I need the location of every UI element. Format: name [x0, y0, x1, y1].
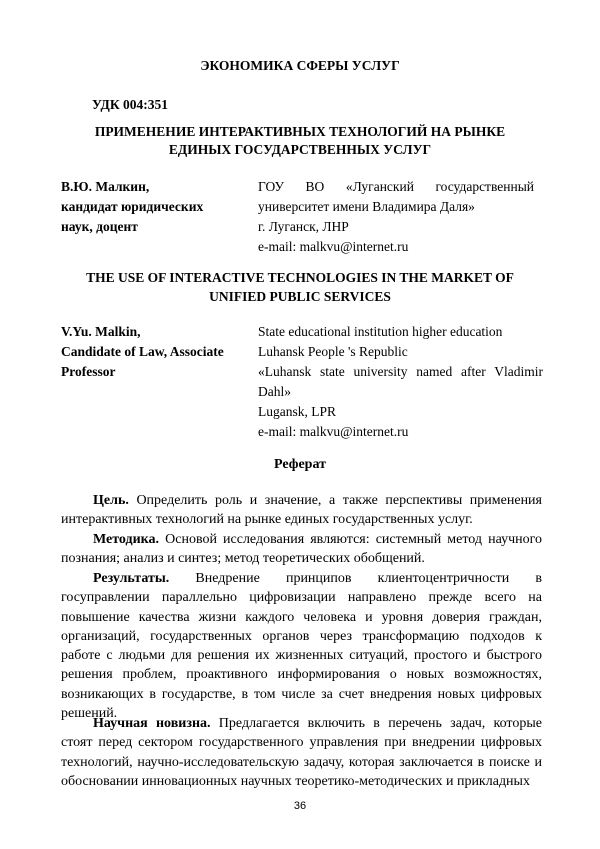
author-en-name: V.Yu. Malkin, [61, 324, 141, 339]
abstract-heading: Реферат [274, 457, 326, 472]
author-en [61, 322, 251, 382]
affiliation-ru [258, 177, 534, 257]
affiliation-ru-line-1: ГОУ ВО «Луганский государственный [258, 179, 534, 194]
abstract-results [61, 569, 542, 723]
results-text: Внедрение принципов клиентоцентричности в госуправлении параллельно цифровизации направлено прежде всего на повышение качества жизни каждого человека и уровня доверия граждан, организаций, государственных органов через трансформацию подходов к работе с людьми для решения их жизненных ситуаций, простого и быстрого решения проблем, проактивного информирования о новых возможностях, возникающих в государстве, в том числе за счет внедрения новых цифровых решений. [61, 571, 542, 722]
title-ru [0, 123, 600, 159]
author-ru [61, 177, 236, 237]
title-en-line-2: UNIFIED PUBLIC SERVICES [209, 289, 391, 304]
affiliation-en-line-2: Luhansk People 's Republic [258, 344, 408, 359]
affiliation-ru-line-3: г. Луганск, ЛНР [258, 219, 349, 234]
affiliation-en-line-3: «Luhansk state university named after Vladimir [258, 364, 543, 379]
title-ru-line-2: ЕДИНЫХ ГОСУДАРСТВЕННЫХ УСЛУГ [168, 142, 432, 157]
author-ru-name: В.Ю. Малкин, [61, 179, 150, 194]
affiliation-en-line-1: State educational institution higher education [258, 324, 503, 339]
method-text: Основой исследования являются: системный метод научного познания; анализ и синтез; метод теоретических обобщений. [61, 532, 542, 567]
affiliation-en-email: e-mail: malkvu@internet.ru [258, 424, 409, 439]
novelty-text: Предлагается включить в перечень задач, которые стоят перед сектором государственного управления при внедрении цифровых технологий, научно-исследовательскую задачу, которая заключается в поиске и обосновании инновационных научных теоретико-методических и прикладных [61, 716, 542, 789]
author-en-degree-1: Candidate of Law, Associate [61, 344, 224, 359]
affiliation-en-line-5: Lugansk, LPR [258, 404, 337, 419]
results-label: Результаты. [93, 571, 170, 586]
title-en [0, 268, 600, 306]
affiliation-ru-email: e-mail: malkvu@internet.ru [258, 239, 409, 254]
goal-text: Определить роль и значение, а также перспективы применения интерактивных технологий на рынке единых государственных услуг. [61, 493, 542, 528]
abstract-method [61, 530, 542, 569]
author-ru-degree-1: кандидат юридических [61, 199, 204, 214]
author-en-degree-2: Professor [61, 364, 116, 379]
affiliation-ru-line-2: университет имени Владимира Даля» [258, 199, 475, 214]
affiliation-en-line-4: Dahl» [258, 384, 291, 399]
section-title: ЭКОНОМИКА СФЕРЫ УСЛУГ [200, 58, 400, 73]
page-number: 36 [293, 800, 307, 812]
method-label: Методика. [93, 532, 160, 547]
udc-code: УДК 004:351 [92, 97, 168, 112]
title-en-line-1: THE USE OF INTERACTIVE TECHNOLOGIES IN THE MARKET OF [86, 270, 514, 285]
title-ru-line-1: ПРИМЕНЕНИЕ ИНТЕРАКТИВНЫХ ТЕХНОЛОГИЙ НА РЫНКЕ [94, 124, 506, 139]
novelty-label: Научная новизна. [93, 716, 211, 731]
affiliation-en [258, 322, 543, 442]
goal-label: Цель. [93, 493, 129, 508]
author-ru-degree-2: наук, доцент [61, 219, 138, 234]
abstract-novelty [61, 714, 542, 791]
abstract-goal [61, 491, 542, 530]
